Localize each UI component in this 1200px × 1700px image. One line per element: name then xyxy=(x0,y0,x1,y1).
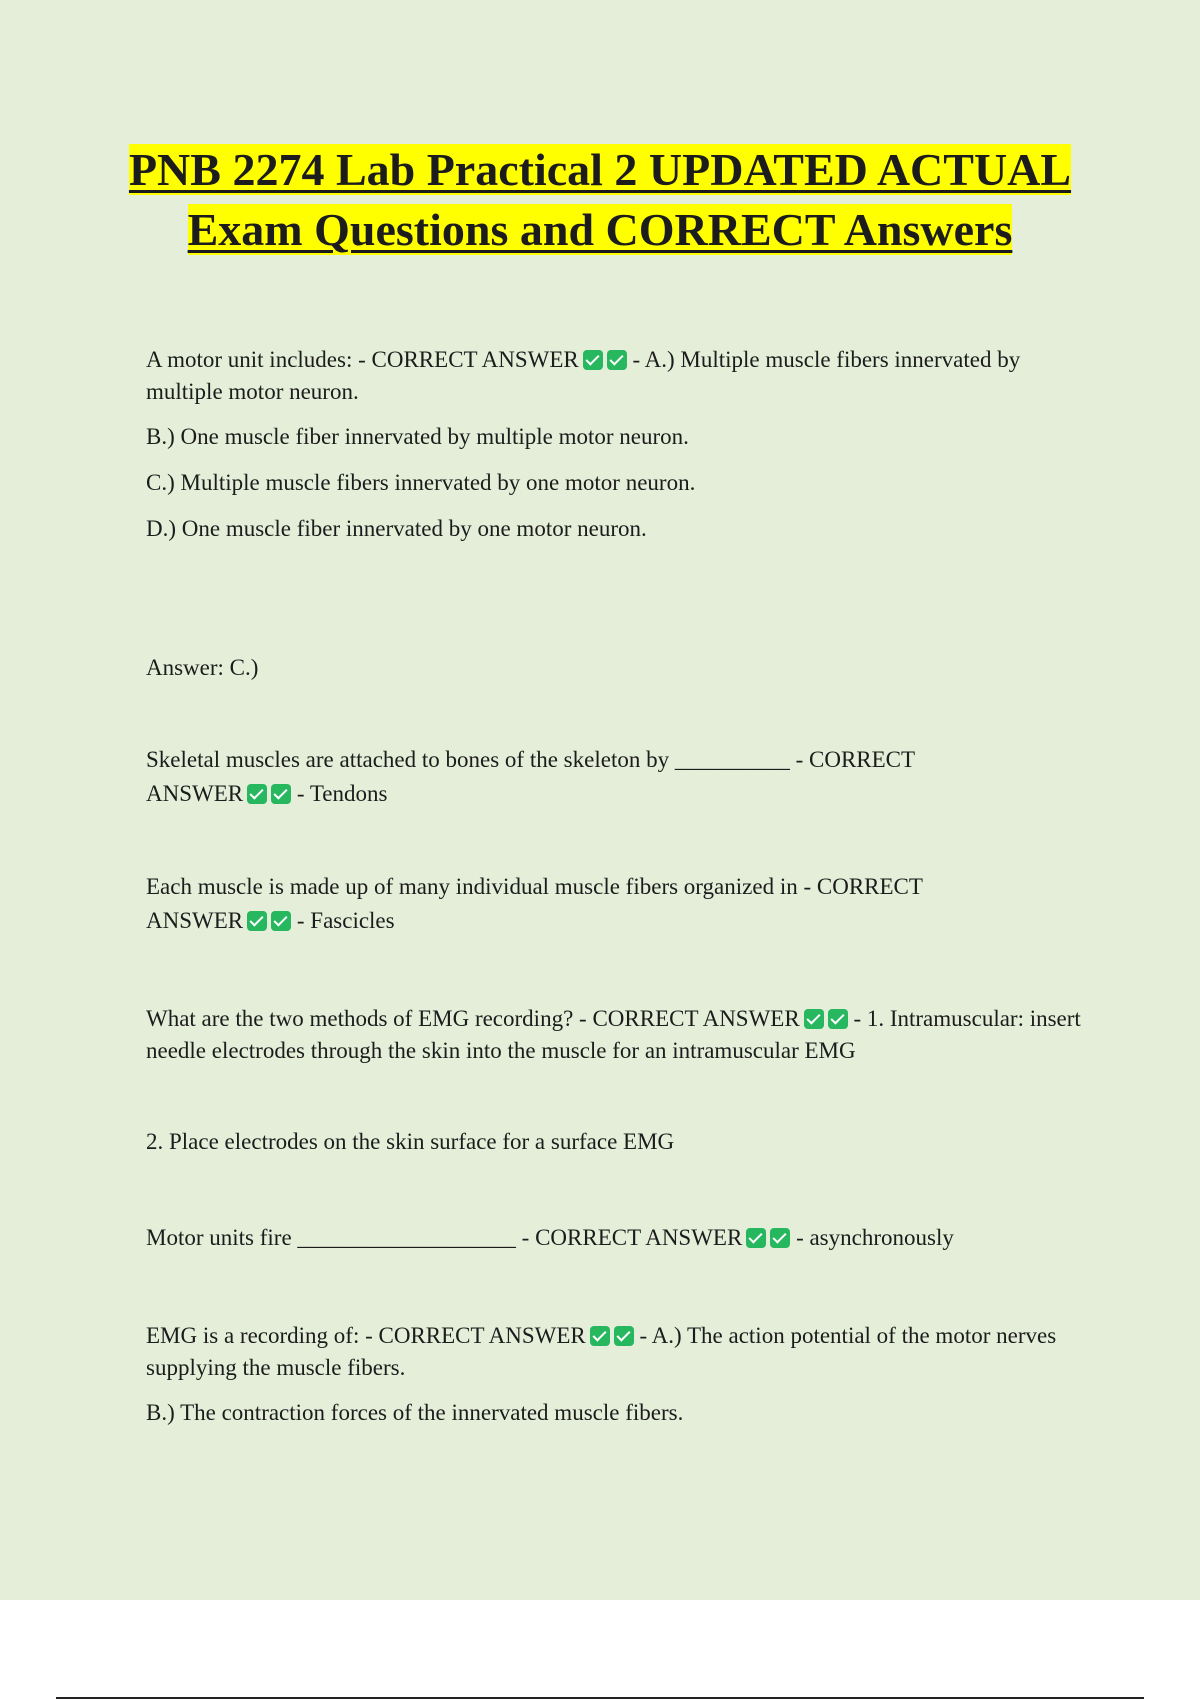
check-icon xyxy=(590,1326,610,1346)
q1-question: A motor unit includes: xyxy=(146,347,353,372)
q2-question: Skeletal muscles are attached to bones of the skeleton by __________ - CORRECT xyxy=(146,747,916,772)
q3-answer: - Fascicles xyxy=(296,908,395,933)
check-icon xyxy=(271,911,291,931)
q6-question: EMG is a recording of: xyxy=(146,1323,360,1348)
q1-option-c: C.) Multiple muscle fibers innervated by one motor neuron. xyxy=(146,470,696,495)
check-icon xyxy=(247,911,267,931)
correct-answer-label: - CORRECT ANSWER xyxy=(521,1225,743,1250)
check-icon xyxy=(804,1009,824,1029)
q6-option-b: B.) The contraction forces of the innervated muscle fibers. xyxy=(146,1400,684,1425)
q5-question-line xyxy=(146,1222,1086,1254)
check-icon xyxy=(247,784,267,804)
q4-part2: 2. Place electrodes on the skin surface for a surface EMG xyxy=(146,1129,675,1154)
q1-question-line xyxy=(146,344,1086,408)
q3-question: Each muscle is made up of many individual muscle fibers organized in - CORRECT xyxy=(146,874,923,899)
q6-answer: - A.) The action potential of the motor nerves supplying the muscle fibers. xyxy=(146,1323,1057,1380)
q1-final-answer: Answer: C.) xyxy=(146,655,259,680)
correct-answer-label: - CORRECT ANSWER xyxy=(365,1323,586,1348)
check-icon xyxy=(271,784,291,804)
correct-answer-label: - CORRECT ANSWER xyxy=(579,1006,800,1031)
q2-answer: - Tendons xyxy=(296,781,388,806)
q4-question: What are the two methods of EMG recording? xyxy=(146,1006,574,1031)
q4-answer: - 1. Intramuscular: insert needle electrodes through the skin into the muscle for an intramuscular EMG xyxy=(146,1006,1081,1063)
check-icon xyxy=(770,1228,790,1248)
check-icon xyxy=(746,1228,766,1248)
footer-divider xyxy=(56,1697,1144,1699)
q1-option-d: D.) One muscle fiber innervated by one motor neuron. xyxy=(146,516,647,541)
q6-question-line xyxy=(146,1320,1086,1384)
document-title xyxy=(120,140,1080,260)
q1-option-b: B.) One muscle fiber innervated by multiple motor neuron. xyxy=(146,424,689,449)
q1-answer: - A.) Multiple muscle fibers innervated by multiple motor neuron. xyxy=(146,347,1021,404)
correct-answer-label: - CORRECT ANSWER xyxy=(358,347,579,372)
check-icon xyxy=(583,350,603,370)
q5-question: Motor units fire ___________________ xyxy=(146,1225,516,1250)
q4-question-line xyxy=(146,1003,1086,1067)
check-icon xyxy=(828,1009,848,1029)
q3-answer-prefix: ANSWER xyxy=(146,908,244,933)
check-icon xyxy=(614,1326,634,1346)
q2-answer-line xyxy=(146,778,1086,810)
q3-answer-line xyxy=(146,905,1086,937)
q5-answer: - asynchronously xyxy=(796,1225,954,1250)
check-icon xyxy=(607,350,627,370)
q2-answer-prefix: ANSWER xyxy=(146,781,244,806)
title-text: PNB 2274 Lab Practical 2 UPDATED ACTUAL Exam Questions and CORRECT Answers xyxy=(128,144,1072,255)
